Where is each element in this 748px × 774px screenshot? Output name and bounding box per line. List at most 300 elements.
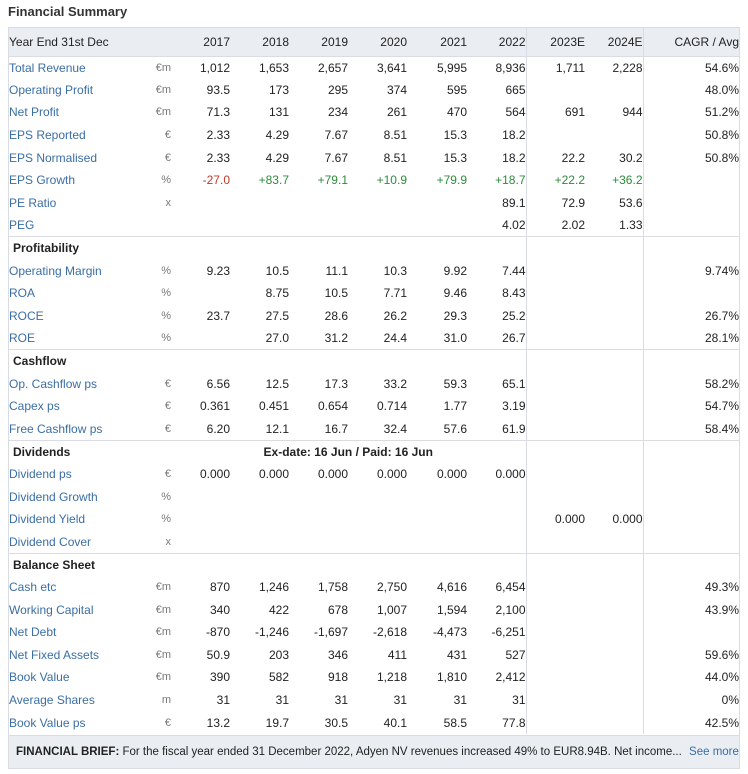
section-empty-cell xyxy=(289,553,348,576)
row-estimate xyxy=(585,485,643,508)
row-value xyxy=(407,530,467,553)
row-value: 10.5 xyxy=(324,286,348,301)
row-label-link[interactable]: Dividend ps xyxy=(9,466,72,481)
row-value: 26.2 xyxy=(383,308,407,323)
row-value: 31.2 xyxy=(324,331,348,346)
header-year[interactable]: 2019 xyxy=(289,28,348,56)
section-empty-cell xyxy=(348,553,407,576)
row-label-link[interactable]: Operating Profit xyxy=(9,82,94,97)
financial-table xyxy=(9,28,739,734)
row-unit: € xyxy=(164,400,171,413)
table-row xyxy=(9,621,739,644)
row-value: 131 xyxy=(268,105,289,120)
section-empty-cell xyxy=(643,553,739,576)
row-estimate: 691 xyxy=(526,101,585,124)
row-value: 870 xyxy=(209,579,230,594)
header-year[interactable]: 2022 xyxy=(467,28,526,56)
row-estimate xyxy=(526,666,585,689)
row-value: 1,653 xyxy=(258,60,289,75)
row-unit: €m xyxy=(155,603,171,616)
row-estimate xyxy=(526,395,585,418)
row-cagr: 59.6% xyxy=(643,643,739,666)
row-value xyxy=(230,508,289,531)
row-value: 4.29 xyxy=(265,128,289,143)
row-value: 59.3 xyxy=(443,376,467,391)
row-estimate: +36.2 xyxy=(612,173,643,188)
row-value: 6.20 xyxy=(206,421,230,436)
row-unit: % xyxy=(161,174,171,187)
row-estimate xyxy=(526,576,585,599)
brief-label: FINANCIAL BRIEF: xyxy=(16,746,120,758)
row-cagr xyxy=(643,282,739,305)
row-label-link[interactable]: EPS Normalised xyxy=(9,150,98,165)
row-value: +79.9 xyxy=(436,173,467,188)
row-value: 4.29 xyxy=(265,150,289,165)
row-unit: € xyxy=(164,377,171,390)
row-unit: €m xyxy=(155,626,171,639)
table-row xyxy=(9,395,739,418)
section-empty-cell xyxy=(585,350,643,373)
row-estimate: 53.6 xyxy=(619,195,643,210)
section-empty-cell xyxy=(643,440,739,463)
row-value: 65.1 xyxy=(502,376,526,391)
row-cagr: 44.0% xyxy=(643,666,739,689)
row-value xyxy=(289,508,348,531)
header-year[interactable]: 2021 xyxy=(407,28,467,56)
row-unit: % xyxy=(161,332,171,345)
row-label-link[interactable]: Op. Cashflow ps xyxy=(9,376,98,391)
row-value: 4,616 xyxy=(436,579,467,594)
row-cagr xyxy=(643,214,739,237)
row-cagr xyxy=(643,192,739,215)
table-row xyxy=(9,598,739,621)
row-value: 6,454 xyxy=(495,579,526,594)
row-value: 0.000 xyxy=(376,466,407,481)
row-label-link[interactable]: Capex ps xyxy=(9,399,60,414)
row-label-link[interactable]: PEG xyxy=(9,218,35,233)
row-value: 1,594 xyxy=(436,602,467,617)
row-value: 8.51 xyxy=(383,128,407,143)
row-value: 595 xyxy=(446,82,467,97)
see-more-link[interactable]: See more xyxy=(689,746,739,758)
row-value: 1,810 xyxy=(436,670,467,685)
table-row xyxy=(9,192,739,215)
row-cagr: 54.7% xyxy=(643,395,739,418)
row-cagr: 58.2% xyxy=(643,372,739,395)
row-cagr xyxy=(643,463,739,486)
section-title: Profitability xyxy=(9,237,171,260)
section-empty-cell xyxy=(230,553,289,576)
row-value: 7.44 xyxy=(502,263,526,278)
section-header-row xyxy=(9,553,739,576)
section-empty-cell xyxy=(230,237,289,260)
row-cagr: 49.3% xyxy=(643,576,739,599)
row-value: 12.5 xyxy=(265,376,289,391)
row-estimate xyxy=(585,79,643,102)
row-estimate xyxy=(526,79,585,102)
row-value xyxy=(467,508,526,531)
row-cagr: 42.5% xyxy=(643,711,739,734)
row-value: 918 xyxy=(327,670,348,685)
row-value: 261 xyxy=(386,105,407,120)
row-value: 31 xyxy=(216,692,230,707)
row-value xyxy=(230,192,289,215)
row-value xyxy=(467,530,526,553)
row-label-link[interactable]: EPS Reported xyxy=(9,128,86,143)
section-title: Cashflow xyxy=(9,350,171,373)
row-unit: x xyxy=(165,535,171,548)
row-value xyxy=(348,192,407,215)
row-estimate xyxy=(585,689,643,712)
row-estimate xyxy=(585,305,643,328)
row-label-link[interactable]: Cash etc xyxy=(9,579,57,594)
row-value: 28.6 xyxy=(324,308,348,323)
row-label-link[interactable]: Operating Margin xyxy=(9,263,102,278)
row-value: 12.1 xyxy=(265,421,289,436)
row-value: 0.654 xyxy=(317,399,348,414)
row-value: 422 xyxy=(268,602,289,617)
header-unit xyxy=(141,28,171,56)
row-label-link[interactable]: Net Debt xyxy=(9,625,57,640)
row-estimate xyxy=(526,305,585,328)
row-unit: € xyxy=(164,129,171,142)
section-empty-cell xyxy=(585,237,643,260)
row-estimate xyxy=(585,598,643,621)
row-estimate: 72.9 xyxy=(526,192,585,215)
row-value: 0.361 xyxy=(199,399,230,414)
table-row xyxy=(9,305,739,328)
row-value: 17.3 xyxy=(324,376,348,391)
row-label-link[interactable]: Book Value ps xyxy=(9,715,86,730)
row-value xyxy=(348,485,407,508)
row-value: 2,750 xyxy=(376,579,407,594)
row-value: 57.6 xyxy=(443,421,467,436)
row-estimate xyxy=(526,598,585,621)
row-value xyxy=(289,485,348,508)
row-label-link[interactable]: PE Ratio xyxy=(9,195,57,210)
row-value xyxy=(467,485,526,508)
row-label-link[interactable]: Dividend Cover xyxy=(9,534,92,549)
row-value: +10.9 xyxy=(376,173,407,188)
section-empty-cell xyxy=(407,553,467,576)
table-row xyxy=(9,79,739,102)
row-cagr: 9.74% xyxy=(643,259,739,282)
row-value xyxy=(348,530,407,553)
row-value: 9.23 xyxy=(206,263,230,278)
row-estimate xyxy=(585,666,643,689)
row-value: 89.1 xyxy=(502,195,526,210)
row-estimate xyxy=(585,711,643,734)
row-value: 346 xyxy=(327,647,348,662)
row-cagr: 50.8% xyxy=(643,146,739,169)
table-row xyxy=(9,146,739,169)
row-cagr: 54.6% xyxy=(643,56,739,79)
section-empty-cell xyxy=(171,553,230,576)
header-estimate[interactable]: 2023E xyxy=(526,28,585,56)
row-value: 31 xyxy=(334,692,348,707)
section-empty-cell xyxy=(526,237,585,260)
row-label-link[interactable]: ROCE xyxy=(9,308,44,323)
header-year[interactable]: 2017 xyxy=(171,28,230,56)
row-value: 31.0 xyxy=(443,331,467,346)
row-label-link[interactable]: Dividend Yield xyxy=(9,512,86,527)
row-estimate xyxy=(526,124,585,147)
row-unit: € xyxy=(164,422,171,435)
header-estimate[interactable]: 2024E xyxy=(585,28,643,56)
row-value xyxy=(171,192,230,215)
row-cagr xyxy=(643,530,739,553)
row-value: 40.1 xyxy=(383,715,407,730)
row-value: 19.7 xyxy=(265,715,289,730)
row-cagr: 26.7% xyxy=(643,305,739,328)
row-label-link[interactable]: Average Shares xyxy=(9,692,95,707)
row-estimate: 1.33 xyxy=(619,218,643,233)
row-value: 3,641 xyxy=(376,60,407,75)
row-value: 11.1 xyxy=(325,263,348,278)
row-value: 29.3 xyxy=(443,308,467,323)
row-value: 77.8 xyxy=(502,715,526,730)
row-value: 9.46 xyxy=(443,286,467,301)
section-header-row xyxy=(9,350,739,373)
row-value xyxy=(171,508,230,531)
row-estimate: 0.000 xyxy=(526,508,585,531)
header-year[interactable]: 2020 xyxy=(348,28,407,56)
section-header-row xyxy=(9,440,739,463)
table-row xyxy=(9,711,739,734)
row-estimate xyxy=(526,711,585,734)
header-year-end: Year End 31st Dec xyxy=(9,28,141,56)
row-estimate xyxy=(585,124,643,147)
section-empty-cell xyxy=(526,553,585,576)
table-row xyxy=(9,282,739,305)
row-value: 411 xyxy=(387,647,407,662)
row-value: 390 xyxy=(209,670,230,685)
row-label-link[interactable]: Dividend Growth xyxy=(9,489,98,504)
row-value: 27.5 xyxy=(265,308,289,323)
row-value xyxy=(230,214,289,237)
row-estimate xyxy=(526,282,585,305)
row-label-link[interactable]: Total Revenue xyxy=(9,60,86,75)
row-value: 7.67 xyxy=(324,150,348,165)
table-row xyxy=(9,508,739,531)
row-estimate: 0.000 xyxy=(612,512,643,527)
section-empty-cell xyxy=(171,350,230,373)
row-value: -27.0 xyxy=(202,173,230,188)
table-row xyxy=(9,214,739,237)
row-cagr: 43.9% xyxy=(643,598,739,621)
row-value xyxy=(348,214,407,237)
row-label-link[interactable]: ROE xyxy=(9,331,36,346)
row-value xyxy=(171,530,230,553)
table-body xyxy=(9,28,739,734)
row-value: 295 xyxy=(327,82,348,97)
row-label-link[interactable]: Net Profit xyxy=(9,105,60,120)
row-value: 10.5 xyxy=(265,263,289,278)
row-value xyxy=(230,485,289,508)
row-value xyxy=(407,192,467,215)
row-label-link[interactable]: Free Cashflow ps xyxy=(9,421,103,436)
row-estimate xyxy=(585,530,643,553)
row-value: 31 xyxy=(453,692,467,707)
row-value: 71.3 xyxy=(206,105,230,120)
header-year[interactable]: 2018 xyxy=(230,28,289,56)
row-value: -1,697 xyxy=(313,625,348,640)
row-value xyxy=(171,214,230,237)
row-value: +83.7 xyxy=(258,173,289,188)
section-empty-cell xyxy=(230,350,289,373)
section-title: Balance Sheet xyxy=(9,553,171,576)
row-value: 431 xyxy=(446,647,467,662)
row-label-link[interactable]: Book Value xyxy=(9,670,70,685)
row-label-link[interactable]: EPS Growth xyxy=(9,173,76,188)
row-estimate: 2,228 xyxy=(612,60,643,75)
row-value: 7.71 xyxy=(383,286,407,301)
row-value: 0.000 xyxy=(436,466,467,481)
row-value: 31 xyxy=(512,692,526,707)
row-cagr: 0% xyxy=(643,689,739,712)
row-value xyxy=(171,485,230,508)
row-value: 173 xyxy=(268,82,289,97)
row-value: 0.451 xyxy=(258,399,289,414)
row-estimate xyxy=(526,643,585,666)
row-estimate: 944 xyxy=(622,105,643,120)
row-value: 25.2 xyxy=(502,308,526,323)
table-row xyxy=(9,666,739,689)
row-value: 470 xyxy=(446,105,467,120)
section-empty-cell xyxy=(585,553,643,576)
row-value: +18.7 xyxy=(495,173,526,188)
section-empty-cell xyxy=(171,237,230,260)
row-unit: € xyxy=(164,716,171,729)
row-value: 0.000 xyxy=(199,466,230,481)
row-value: 93.5 xyxy=(206,82,230,97)
row-unit: €m xyxy=(155,671,171,684)
financial-summary-panel xyxy=(8,27,740,769)
row-value xyxy=(230,530,289,553)
table-row xyxy=(9,124,739,147)
row-unit: % xyxy=(161,513,171,526)
row-value: 1,758 xyxy=(317,579,348,594)
row-estimate xyxy=(585,418,643,441)
table-row xyxy=(9,418,739,441)
row-cagr: 50.8% xyxy=(643,124,739,147)
row-value: 23.7 xyxy=(206,308,230,323)
row-value: 24.4 xyxy=(383,331,407,346)
row-value: 0.714 xyxy=(376,399,407,414)
row-value: 2,100 xyxy=(495,602,526,617)
row-label-link[interactable]: Working Capital xyxy=(9,602,94,617)
row-cagr xyxy=(643,169,739,192)
row-unit: % xyxy=(161,287,171,300)
row-value: 0.000 xyxy=(258,466,289,481)
table-row xyxy=(9,576,739,599)
row-value: 665 xyxy=(505,82,526,97)
row-value: 61.9 xyxy=(502,421,526,436)
row-value: 5,995 xyxy=(436,60,467,75)
row-value: -2,618 xyxy=(372,625,407,640)
row-estimate xyxy=(526,689,585,712)
row-value: 1,007 xyxy=(376,602,407,617)
section-empty-cell xyxy=(407,237,467,260)
table-row xyxy=(9,643,739,666)
row-value: 678 xyxy=(327,602,348,617)
dividend-dates-note: Ex-date: 16 Jun / Paid: 16 Jun xyxy=(171,440,526,463)
row-estimate xyxy=(526,530,585,553)
row-estimate xyxy=(585,395,643,418)
row-value xyxy=(407,485,467,508)
row-value xyxy=(348,508,407,531)
row-value: +79.1 xyxy=(317,173,348,188)
row-value: 9.92 xyxy=(443,263,467,278)
row-value: 8.51 xyxy=(383,150,407,165)
row-value: 0.000 xyxy=(495,466,526,481)
row-unit xyxy=(141,214,171,237)
row-value: 203 xyxy=(268,647,289,662)
row-unit: m xyxy=(161,693,171,706)
section-empty-cell xyxy=(526,350,585,373)
row-estimate xyxy=(585,282,643,305)
row-unit: % xyxy=(161,264,171,277)
row-unit: €m xyxy=(155,61,171,74)
row-value xyxy=(407,508,467,531)
section-header-row xyxy=(9,237,739,260)
section-empty-cell xyxy=(289,350,348,373)
row-value: 18.2 xyxy=(502,150,526,165)
row-unit: € xyxy=(164,467,171,480)
row-unit: €m xyxy=(155,106,171,119)
row-value: 50.9 xyxy=(206,647,230,662)
section-title: Dividends xyxy=(9,440,171,463)
row-value: 8.43 xyxy=(502,286,526,301)
row-value: 16.7 xyxy=(324,421,348,436)
row-value: -6,251 xyxy=(491,625,526,640)
section-empty-cell xyxy=(526,440,585,463)
financial-brief xyxy=(9,735,739,768)
row-value: -870 xyxy=(205,625,230,640)
row-value xyxy=(289,214,348,237)
row-estimate xyxy=(526,259,585,282)
row-estimate: 30.2 xyxy=(619,150,643,165)
header-cagr: CAGR / Avg xyxy=(643,28,739,56)
row-label-link[interactable]: ROA xyxy=(9,286,36,301)
row-unit: €m xyxy=(155,648,171,661)
table-row xyxy=(9,530,739,553)
row-estimate xyxy=(585,643,643,666)
row-label-link[interactable]: Net Fixed Assets xyxy=(9,647,100,662)
section-empty-cell xyxy=(407,350,467,373)
row-value: 15.3 xyxy=(443,128,467,143)
row-value: 30.5 xyxy=(324,715,348,730)
row-value xyxy=(407,214,467,237)
section-empty-cell xyxy=(467,553,526,576)
section-empty-cell xyxy=(348,350,407,373)
table-row xyxy=(9,689,739,712)
section-empty-cell xyxy=(467,237,526,260)
section-empty-cell xyxy=(585,440,643,463)
section-empty-cell xyxy=(348,237,407,260)
row-value: 564 xyxy=(505,105,526,120)
row-value: 234 xyxy=(327,105,348,120)
row-value: 4.02 xyxy=(502,218,526,233)
row-cagr xyxy=(643,621,739,644)
row-value: 1.77 xyxy=(443,399,467,414)
row-estimate xyxy=(526,463,585,486)
row-estimate: 2.02 xyxy=(526,214,585,237)
row-value: 1,012 xyxy=(199,60,230,75)
row-estimate xyxy=(526,418,585,441)
row-value: -1,246 xyxy=(254,625,289,640)
table-row xyxy=(9,327,739,350)
